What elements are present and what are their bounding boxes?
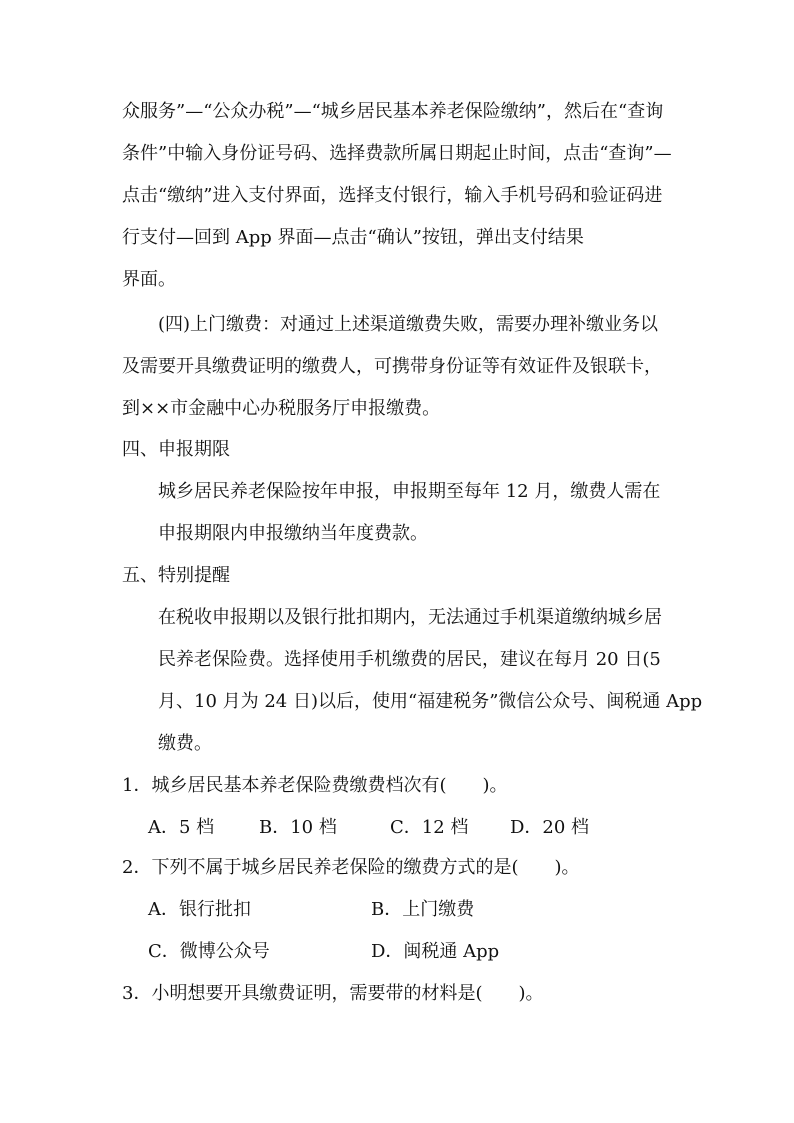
paragraph-line: 界面。 xyxy=(122,269,176,290)
question-stem: 3．小明想要开具缴费证明，需要带的材料是( )。 xyxy=(122,983,544,1004)
option-d: D．闽税通 App xyxy=(371,941,500,962)
paragraph-line: 民养老保险费。选择使用手机缴费的居民，建议在每月 20 日(5 xyxy=(158,649,661,670)
paragraph-line: 行支付—回到 App 界面—点击“确认”按钮，弹出支付结果 xyxy=(122,227,584,248)
paragraph-line: 及需要开具缴费证明的缴费人，可携带身份证等有效证件及银联卡， xyxy=(122,356,662,377)
option-b: B．10 档 xyxy=(259,817,337,838)
paragraph-line: 众服务”—“公众办税”—“城乡居民基本养老保险缴纳”，然后在“查询 xyxy=(122,101,664,122)
section-heading: 五、特别提醒 xyxy=(122,565,230,586)
paragraph-line: 在税收申报期以及银行批扣期内，无法通过手机渠道缴纳城乡居 xyxy=(158,607,662,628)
option-a: A．银行批扣 xyxy=(148,899,251,920)
paragraph-line: 月、10 月为 24 日)以后，使用“福建税务”微信公众号、闽税通 App xyxy=(158,691,703,712)
option-b: B．上门缴费 xyxy=(371,899,475,920)
option-d: D．20 档 xyxy=(510,817,590,838)
question-stem: 2．下列不属于城乡居民养老保险的缴费方式的是( )。 xyxy=(122,857,580,878)
paragraph-line: 点击“缴纳”进入支付界面，选择支付银行，输入手机号码和验证码进 xyxy=(122,185,663,206)
paragraph-line: (四)上门缴费：对通过上述渠道缴费失败，需要办理补缴业务以 xyxy=(158,314,659,335)
paragraph-line: 申报期限内申报缴纳当年度费款。 xyxy=(158,523,428,544)
paragraph-line: 城乡居民养老保险按年申报，申报期至每年 12 月，缴费人需在 xyxy=(158,481,661,502)
option-c: C．微博公众号 xyxy=(148,941,270,962)
paragraph-line: 到××市金融中心办税服务厅申报缴费。 xyxy=(122,398,441,419)
section-heading: 四、申报期限 xyxy=(122,439,230,460)
paragraph-line: 缴费。 xyxy=(158,733,212,754)
option-a: A．5 档 xyxy=(148,817,215,838)
paragraph-line: 条件”中输入身份证号码、选择费款所属日期起止时间，点击“查询”— xyxy=(122,143,672,164)
option-c: C．12 档 xyxy=(390,817,469,838)
question-stem: 1．城乡居民基本养老保险费缴费档次有( )。 xyxy=(122,775,508,796)
